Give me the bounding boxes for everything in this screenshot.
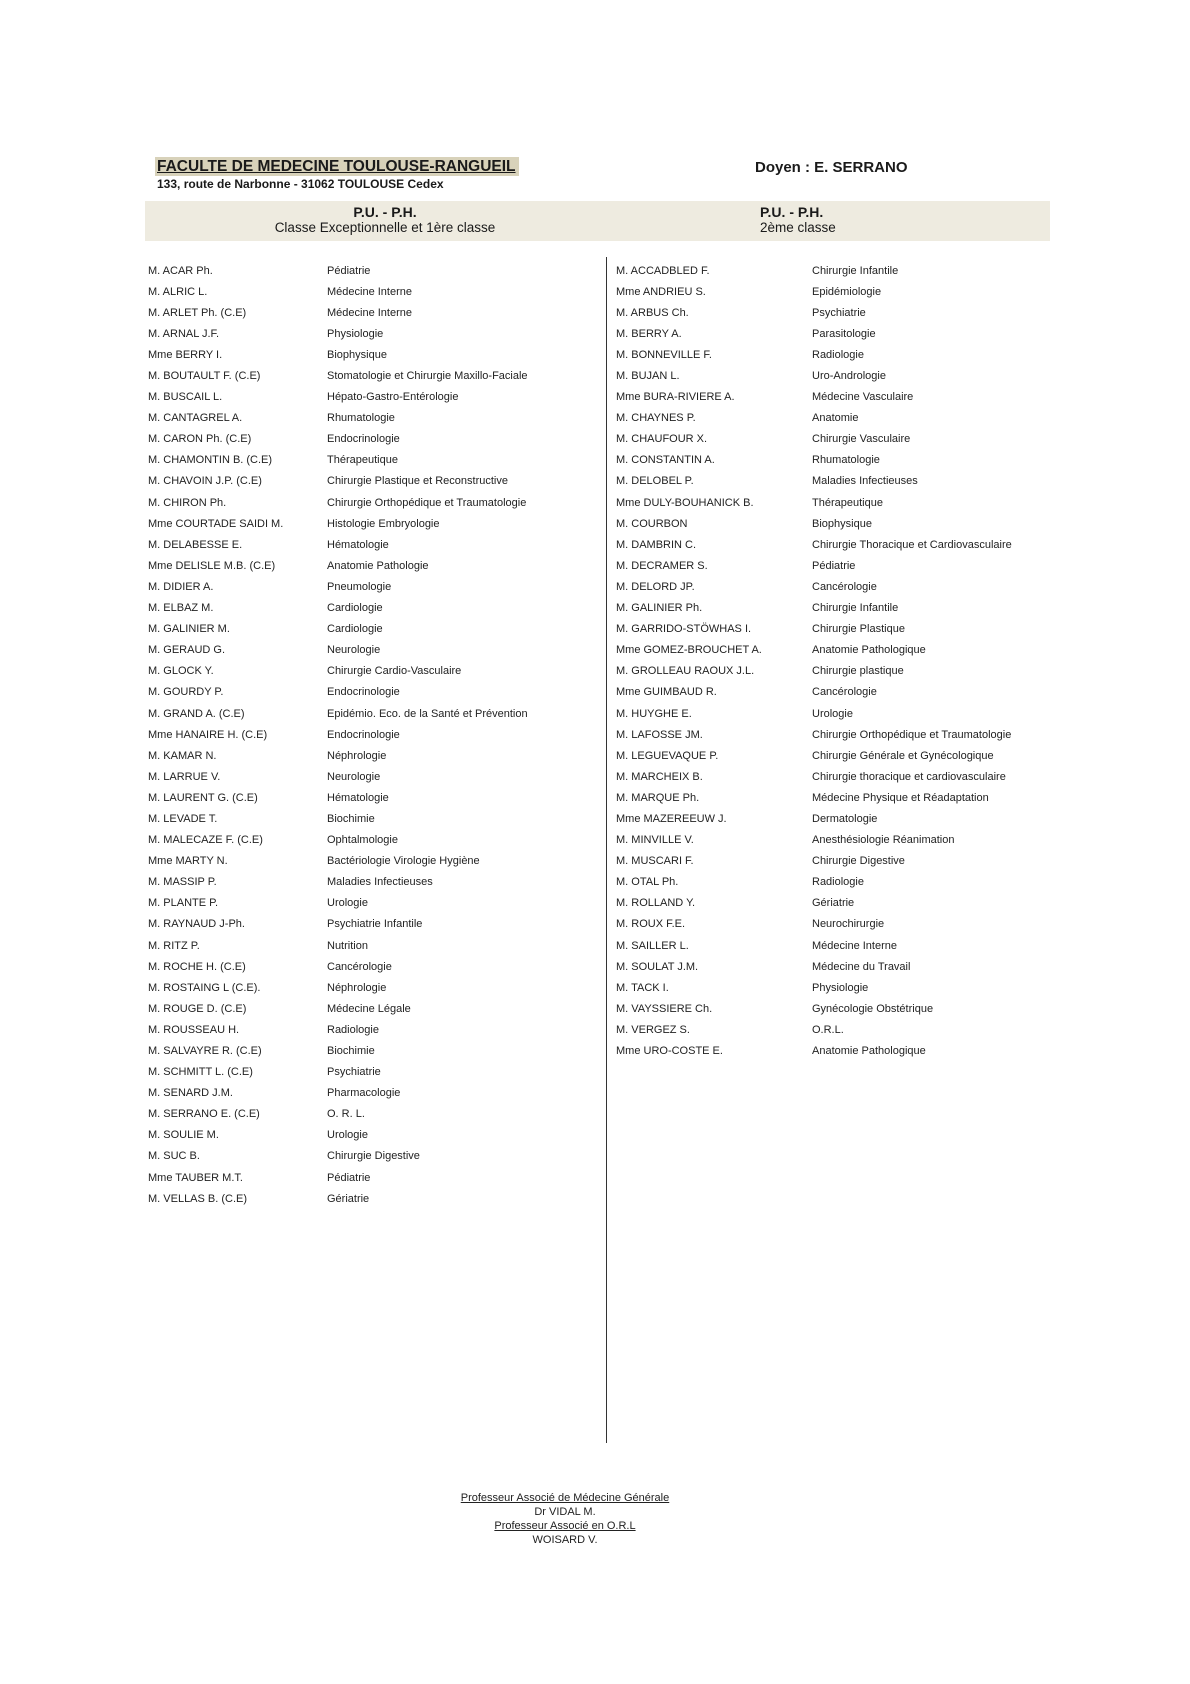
professor-name: M. MALECAZE F. (C.E) [148,834,263,847]
specialty: Nutrition [327,939,368,952]
list-item [148,323,528,344]
list-item [148,429,528,450]
specialty: Anatomie Pathologie [327,559,429,572]
professor-name: Mme GUIMBAUD R. [616,686,717,699]
professor-name: M. SOULAT J.M. [616,960,699,973]
list-item [148,576,528,597]
right-column-title: P.U. - P.H. [760,204,824,220]
list-item [148,935,528,956]
list-item [616,387,1012,408]
specialty: Cardiologie [327,623,383,636]
professor-name: M. ARNAL J.F. [148,327,220,340]
specialty: Neurologie [327,770,381,783]
professor-name: Mme BURA-RIVIERE A. [616,391,735,404]
list-item [616,745,1012,766]
specialty: Urologie [327,897,368,910]
professor-name: M. ACCADBLED F. [616,264,710,277]
specialty: Hématologie [327,538,389,551]
list-item [616,724,1012,745]
professor-name: M. SERRANO E. (C.E) [148,1108,260,1121]
list-item [148,766,528,787]
professor-name: M. RITZ P. [148,939,200,952]
professor-name: M. ROSTAING L (C.E). [148,981,261,994]
specialty: Pédiatrie [812,559,856,572]
professor-name: M. SOULIE M. [148,1129,219,1142]
list-item [148,281,528,302]
list-item [616,302,1012,323]
specialty: Parasitologie [812,327,876,340]
list-item [616,408,1012,429]
professor-name: M. GALINIER M. [148,623,230,636]
specialty: O.R.L. [812,1023,844,1036]
professor-name: M. VERGEZ S. [616,1023,690,1036]
list-item [148,1040,528,1061]
professor-name: M. MASSIP P. [148,876,217,889]
professor-name: Mme MARTY N. [148,855,228,868]
professor-name: M. ARBUS Ch. [616,306,689,319]
professor-name: M. ELBAZ M. [148,602,214,615]
list-item [148,703,528,724]
column-divider [606,257,607,1443]
specialty: Bactériologie Virologie Hygiène [327,855,480,868]
list-item [148,787,528,808]
specialty: Médecine du Travail [812,960,911,973]
list-item [616,914,1012,935]
doyen-label: Doyen : E. SERRANO [755,159,908,176]
specialty: Anesthésiologie Réanimation [812,834,955,847]
professor-name: M. MARQUE Ph. [616,791,700,804]
left-column-title: P.U. - P.H. [353,204,417,220]
specialty: Hépato-Gastro-Entérologie [327,391,459,404]
professor-name: M. DELABESSE E. [148,538,243,551]
specialty: Maladies Infectieuses [812,475,918,488]
professor-name: M. HUYGHE E. [616,707,692,720]
specialty: Chirurgie thoracique et cardiovasculaire [812,770,1006,783]
specialty: Cancérologie [327,960,392,973]
list-item [148,1167,528,1188]
list-item [148,872,528,893]
professor-name: M. GROLLEAU RAOUX J.L. [616,665,755,678]
professor-name: M. CHAYNES P. [616,412,696,425]
footer [395,1491,735,1547]
list-item [616,977,1012,998]
specialty: Pédiatrie [327,1171,371,1184]
specialty: Urologie [812,707,853,720]
specialty: Biophysique [812,517,872,530]
specialty: Radiologie [327,1023,379,1036]
list-item [148,408,528,429]
professor-name: Mme GOMEZ-BROUCHET A. [616,644,762,657]
professor-name: M. GARRIDO-STÖWHAS I. [616,623,752,636]
list-item [616,619,1012,640]
specialty: Endocrinologie [327,728,400,741]
list-item [616,492,1012,513]
professor-name: M. SAILLER L. [616,939,689,952]
professor-name: M. DIDIER A. [148,580,214,593]
professor-name: M. DELORD JP. [616,580,695,593]
list-item [148,893,528,914]
professor-name: Mme BERRY I. [148,348,223,361]
professor-name: M. LEVADE T. [148,812,218,825]
specialty: Endocrinologie [327,433,400,446]
specialty: Chirurgie Digestive [327,1150,420,1163]
right-professor-list [616,260,1012,1062]
list-item [616,429,1012,450]
specialty: Pharmacologie [327,1087,401,1100]
professor-name: M. LARRUE V. [148,770,221,783]
specialty: Médecine Interne [812,939,897,952]
list-item [616,555,1012,576]
professor-name: M. CARON Ph. (C.E) [148,433,252,446]
professor-name: M. SUC B. [148,1150,200,1163]
professor-name: M. GOURDY P. [148,686,224,699]
list-item [616,513,1012,534]
specialty: Médecine Légale [327,1002,411,1015]
professor-name: M. BONNEVILLE F. [616,348,712,361]
professor-name: Mme TAUBER M.T. [148,1171,243,1184]
list-item [148,344,528,365]
professor-name: M. CANTAGREL A. [148,412,243,425]
right-column-subtitle: 2ème classe [760,220,836,235]
list-item [148,471,528,492]
list-item [148,1146,528,1167]
professor-name: M. ACAR Ph. [148,264,213,277]
specialty: Endocrinologie [327,686,400,699]
specialty: Psychiatrie [327,1066,381,1079]
list-item [148,534,528,555]
list-item [148,387,528,408]
footer-title-1: Professeur Associé de Médecine Générale [460,1492,670,1504]
specialty: Gynécologie Obstétrique [812,1002,934,1015]
specialty: Médecine Vasculaire [812,391,914,404]
specialty: Thérapeutique [812,496,883,509]
specialty: Chirurgie Orthopédique et Traumatologie [327,496,527,509]
professor-name: M. KAMAR N. [148,749,217,762]
professor-name: M. OTAL Ph. [616,876,679,889]
list-item [148,513,528,534]
list-item [616,534,1012,555]
list-item [616,1019,1012,1040]
right-column-header [760,204,860,235]
list-item [148,745,528,766]
specialty: Médecine Interne [327,285,412,298]
professor-name: M. BUJAN L. [616,370,680,383]
specialty: Uro-Andrologie [812,370,886,383]
professor-name: M. LAURENT G. (C.E) [148,791,258,804]
professor-name: M. SALVAYRE R. (C.E) [148,1045,262,1058]
professor-name: M. COURBON [616,517,688,530]
professor-name: M. ALRIC L. [148,285,208,298]
professor-name: M. GRAND A. (C.E) [148,707,245,720]
specialty: Anatomie [812,412,859,425]
professor-name: M. ROLLAND Y. [616,897,696,910]
list-item [616,576,1012,597]
specialty: Biophysique [327,348,387,361]
list-item [148,365,528,386]
list-item [148,640,528,661]
specialty: Anatomie Pathologique [812,644,926,657]
specialty: Histologie Embryologie [327,517,440,530]
specialty: Chirurgie Plastique [812,623,905,636]
professor-name: M. GERAUD G. [148,644,226,657]
professor-name: M. DAMBRIN C. [616,538,697,551]
professor-name: Mme HANAIRE H. (C.E) [148,728,268,741]
list-item [616,766,1012,787]
list-item [616,323,1012,344]
specialty: Cancérologie [812,686,877,699]
professor-name: M. ROUGE D. (C.E) [148,1002,247,1015]
professor-name: Mme ANDRIEU S. [616,285,706,298]
list-item [148,830,528,851]
specialty: Pneumologie [327,580,392,593]
list-item [148,682,528,703]
specialty: Dermatologie [812,812,878,825]
list-item [148,1062,528,1083]
specialty: Néphrologie [327,749,387,762]
specialty: Chirurgie Infantile [812,264,899,277]
list-item [148,977,528,998]
faculty-title: FACULTE DE MEDECINE TOULOUSE-RANGUEIL [155,157,519,176]
specialty: Gériatrie [812,897,855,910]
specialty: Physiologie [327,327,384,340]
list-item [616,787,1012,808]
specialty: Médecine Interne [327,306,412,319]
specialty: Cancérologie [812,580,877,593]
list-item [616,830,1012,851]
specialty: Anatomie Pathologique [812,1045,926,1058]
specialty: Chirurgie Vasculaire [812,433,911,446]
specialty: Biochimie [327,1045,375,1058]
list-item [148,1019,528,1040]
specialty: Radiologie [812,348,864,361]
footer-title-2: Professeur Associé en O.R.L [494,1520,636,1532]
specialty: Chirurgie Orthopédique et Traumatologie [812,728,1012,741]
specialty: Cardiologie [327,602,383,615]
list-item [148,1125,528,1146]
list-item [616,640,1012,661]
specialty: Physiologie [812,981,869,994]
list-item [616,851,1012,872]
professor-name: M. LAFOSSE JM. [616,728,703,741]
professor-name: M. BOUTAULT F. (C.E) [148,370,261,383]
list-item [616,661,1012,682]
professor-name: M. BERRY A. [616,327,682,340]
professor-name: Mme DELISLE M.B. (C.E) [148,559,276,572]
professor-name: Mme URO-COSTE E. [616,1045,723,1058]
professor-name: Mme DULY-BOUHANICK B. [616,496,754,509]
professor-name: M. MUSCARI F. [616,855,694,868]
list-item [148,914,528,935]
professor-name: M. GALINIER Ph. [616,602,703,615]
list-item [148,450,528,471]
professor-name: M. BUSCAIL L. [148,391,223,404]
list-item [148,260,528,281]
professor-name: M. GLOCK Y. [148,665,214,678]
list-item [616,598,1012,619]
list-item [616,344,1012,365]
specialty: Hématologie [327,791,389,804]
list-item [616,260,1012,281]
specialty: Pédiatrie [327,264,371,277]
professor-name: M. RAYNAUD J-Ph. [148,918,245,931]
specialty: Urologie [327,1129,368,1142]
list-item [616,471,1012,492]
list-item [616,956,1012,977]
specialty: Chirurgie Générale et Gynécologique [812,749,994,762]
specialty: Rhumatologie [812,454,880,467]
professor-name: M. MARCHEIX B. [616,770,703,783]
list-item [616,808,1012,829]
list-item [148,1083,528,1104]
list-item [148,724,528,745]
column-headers-band [145,201,1050,241]
specialty: Maladies Infectieuses [327,876,433,889]
professor-name: M. ARLET Ph. (C.E) [148,306,247,319]
list-item [148,598,528,619]
specialty: Psychiatrie Infantile [327,918,423,931]
list-item [616,1040,1012,1061]
professor-name: M. CHAUFOUR X. [616,433,708,446]
specialty: Rhumatologie [327,412,395,425]
faculty-address: 133, route de Narbonne - 31062 TOULOUSE Cedex [157,177,444,191]
professor-name: M. LEGUEVAQUE P. [616,749,719,762]
specialty: Chirurgie Thoracique et Cardiovasculaire [812,538,1012,551]
specialty: Ophtalmologie [327,834,398,847]
left-column-header [245,204,525,235]
professor-name: M. PLANTE P. [148,897,219,910]
specialty: Chirurgie Cardio-Vasculaire [327,665,462,678]
list-item [148,555,528,576]
list-item [148,492,528,513]
list-item [616,281,1012,302]
professor-name: M. TACK I. [616,981,669,994]
specialty: Radiologie [812,876,864,889]
professor-name: M. ROUX F.E. [616,918,686,931]
specialty: Chirurgie Plastique et Reconstructive [327,475,508,488]
professor-name: M. CHAVOIN J.P. (C.E) [148,475,262,488]
specialty: Stomatologie et Chirurgie Maxillo-Faciale [327,370,528,383]
list-item [148,661,528,682]
list-item [616,935,1012,956]
professor-name: M. MINVILLE V. [616,834,694,847]
professor-name: Mme MAZEREEUW J. [616,812,727,825]
list-item [616,450,1012,471]
list-item [148,302,528,323]
professor-name: M. ROUSSEAU H. [148,1023,240,1036]
list-item [148,619,528,640]
list-item [616,998,1012,1019]
professor-name: M. CHIRON Ph. [148,496,227,509]
left-column-subtitle: Classe Exceptionnelle et 1ère classe [274,220,496,235]
list-item [616,682,1012,703]
list-item [616,703,1012,724]
specialty: Gériatrie [327,1192,370,1205]
specialty: Néphrologie [327,981,387,994]
list-item [616,893,1012,914]
list-item [148,998,528,1019]
faculty-header [155,157,519,191]
specialty: Psychiatrie [812,306,866,319]
footer-name-2: WOISARD V. [532,1534,598,1546]
professor-name: M. DECRAMER S. [616,559,708,572]
specialty: Neurochirurgie [812,918,885,931]
professor-name: M. ROCHE H. (C.E) [148,960,246,973]
list-item [148,1104,528,1125]
list-item [148,851,528,872]
footer-name-1: Dr VIDAL M. [534,1506,596,1518]
professor-name: M. VELLAS B. (C.E) [148,1192,248,1205]
professor-name: M. SENARD J.M. [148,1087,233,1100]
specialty: Chirurgie Infantile [812,602,899,615]
professor-name: M. SCHMITT L. (C.E) [148,1066,253,1079]
list-item [616,872,1012,893]
professor-name: M. DELOBEL P. [616,475,694,488]
left-professor-list [148,260,528,1209]
specialty: O. R. L. [327,1108,365,1121]
list-item [148,1188,528,1209]
specialty: Thérapeutique [327,454,398,467]
professor-name: M. VAYSSIERE Ch. [616,1002,713,1015]
professor-name: Mme COURTADE SAIDI M. [148,517,284,530]
specialty: Biochimie [327,812,375,825]
specialty: Chirurgie plastique [812,665,904,678]
specialty: Chirurgie Digestive [812,855,905,868]
list-item [148,956,528,977]
professor-name: M. CHAMONTIN B. (C.E) [148,454,273,467]
professor-name: M. CONSTANTIN A. [616,454,715,467]
specialty: Médecine Physique et Réadaptation [812,791,989,804]
list-item [148,808,528,829]
specialty: Neurologie [327,644,381,657]
list-item [616,365,1012,386]
specialty: Epidémiologie [812,285,882,298]
specialty: Epidémio. Eco. de la Santé et Prévention [327,707,528,720]
